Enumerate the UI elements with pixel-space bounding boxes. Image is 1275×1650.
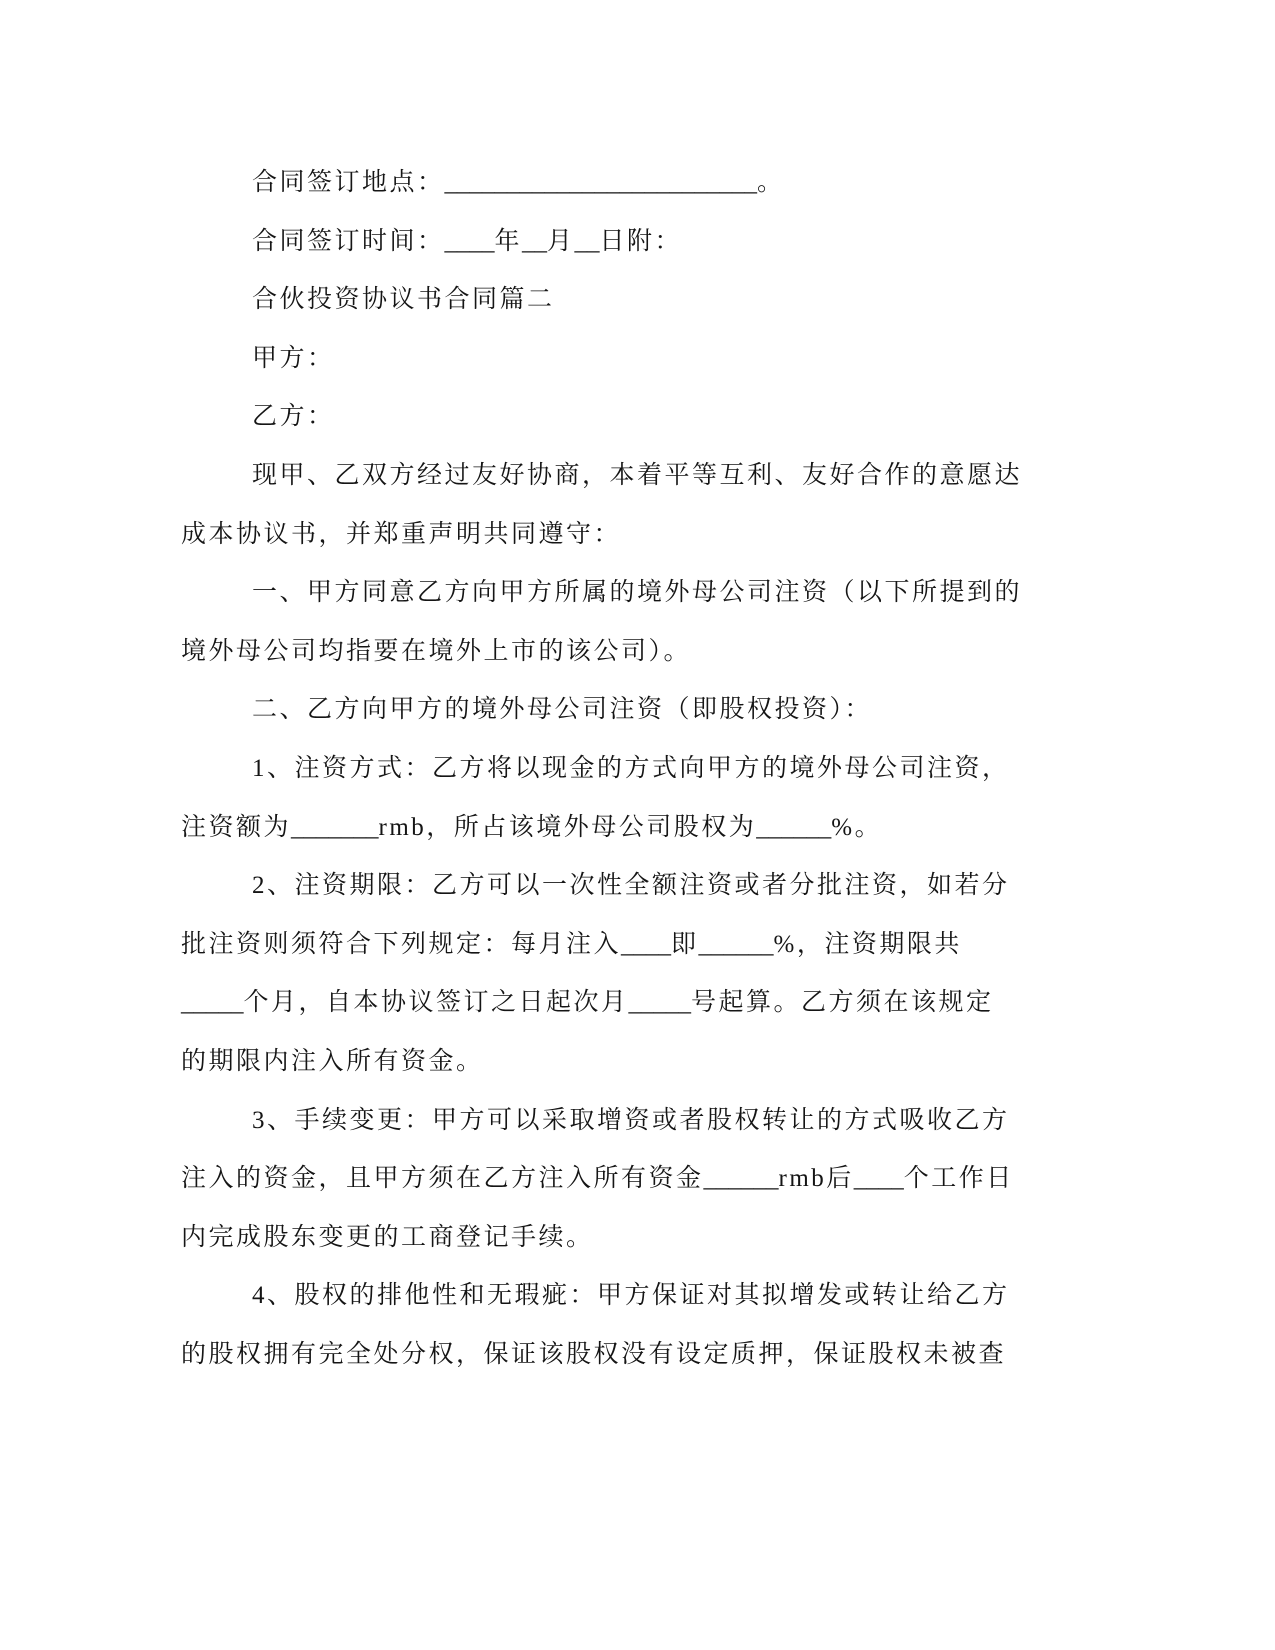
clause-preamble [181,447,1028,564]
section-title: 合伙投资协议书合同篇二 [252,286,555,314]
blank-field: _____ [628,989,692,1017]
clause-one [181,564,1028,681]
paragraph-line: 批注资则须符合下列规定：每月注入____即______%，注资期限共 [181,930,962,958]
paragraph-line: 现甲、乙双方经过友好协商，本着平等互利、友好合作的意愿达 [252,461,1023,489]
clause-two [181,681,1028,740]
blank-field: ______ [703,1165,779,1193]
blank-field: _________________________ [444,169,758,196]
paragraph-line: 4、股权的排他性和无瑕疵：甲方保证对其拟增发或转让给乙方 [252,1282,1010,1310]
blank-field: ______ [756,813,832,841]
paragraph-line: 二、乙方向甲方的境外母公司注资（即股权投资）： [252,696,873,724]
paragraph-line: 注入的资金，且甲方须在乙方注入所有资金______rmb后____个工作日 [181,1165,1014,1193]
blank-field: _______ [291,813,379,841]
blank-field: ______ [698,930,774,958]
paragraph-line: 注资额为_______rmb，所占该境外母公司股权为______%。 [181,813,883,841]
blank-field: __ [574,227,600,255]
clause-two-item-3 [181,1092,1028,1268]
paragraph-line: 1、注资方式：乙方将以现金的方式向甲方的境外母公司注资， [252,754,1010,782]
clause-two-item-4 [181,1267,1028,1384]
document-body [181,154,1028,1384]
signing-time-line: 合同签订时间：____年__月__日附： [252,227,683,255]
clause-two-item-1 [181,740,1028,857]
blank-field: __ [522,227,548,255]
blank-field: ____ [621,930,672,958]
blank-field: ____ [853,1165,904,1193]
paragraph-line: 境外母公司均指要在境外上市的该公司）。 [181,637,692,665]
paragraph-line: _____个月，自本协议签订之日起次月_____号起算。乙方须在该规定 [181,989,994,1017]
paragraph-line: 的期限内注入所有资金。 [181,1047,484,1075]
paragraph-line: 3、手续变更：甲方可以采取增资或者股权转让的方式吸收乙方 [252,1106,1010,1134]
paragraph-line: 成本协议书，并郑重声明共同遵守： [181,520,622,548]
clause-two-item-2 [181,857,1028,1091]
party-b-line: 乙方： [252,403,335,431]
paragraph-line: 的股权拥有完全处分权，保证该股权没有设定质押，保证股权未被查 [181,1340,1007,1368]
blank-field: ____ [444,227,495,255]
blank-field: _____ [181,989,244,1017]
paragraph-line: 2、注资期限：乙方可以一次性全额注资或者分批注资，如若分 [252,872,1010,900]
party-a-line: 甲方： [252,344,335,372]
paragraph-line: 内完成股东变更的工商登记手续。 [181,1223,594,1251]
signing-place-line: 合同签订地点：_________________________。 [252,169,785,196]
paragraph-line: 一、甲方同意乙方向甲方所属的境外母公司注资（以下所提到的 [252,579,1023,607]
